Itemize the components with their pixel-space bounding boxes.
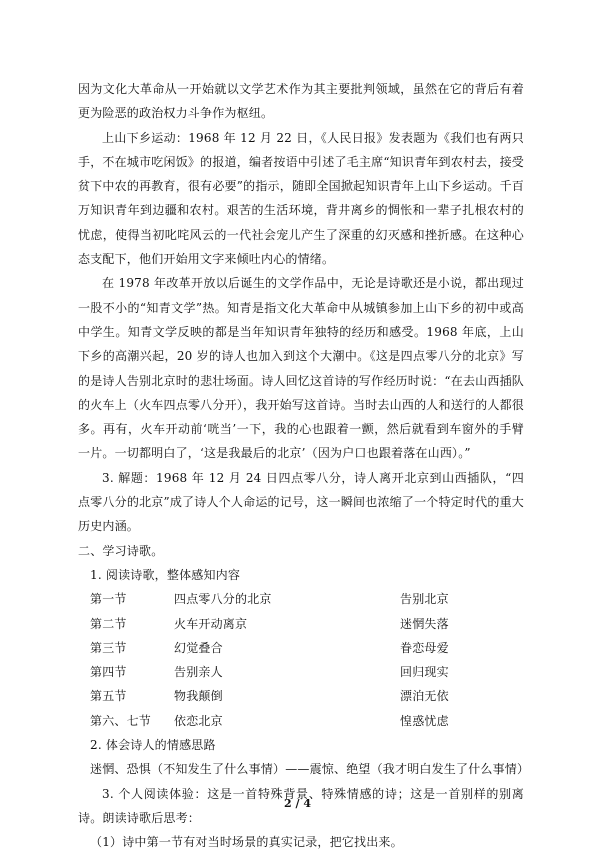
section-emotion: 眷恋母爱	[400, 640, 449, 655]
section-content: 物我颠倒	[174, 689, 223, 704]
step-3-reading-experience: 3. 个人阅读体验：这是一首特殊背景、特殊情感的诗；这是一首别样的别离诗。朗读诗歌后思考：	[78, 786, 524, 825]
page-number: 2 / 4	[284, 797, 311, 810]
document-body	[78, 77, 530, 855]
section-name: 第一节	[90, 592, 127, 607]
step-2-heading: 2. 体会诗人的情感思路	[90, 738, 216, 753]
table-row	[78, 660, 520, 684]
question-1: （1）诗中第一节有对当时场景的真实记录，把它找出来。	[90, 835, 403, 850]
section-name: 第六、七节	[90, 713, 152, 728]
section-emotion: 回归现实	[400, 665, 449, 680]
section-name: 第四节	[90, 665, 127, 680]
section-emotion: 迷惘失落	[400, 616, 449, 631]
table-row	[78, 709, 520, 733]
table-row	[78, 587, 520, 611]
paragraph-rustication-movement: 上山下乡运动：1968 年 12 月 22 日，《人民日报》发表题为《我们也有两只手，不在城市吃闲饭》的报道，编者按语中引述了毛主席“知识青年到农村去，接受贫下中农的再教育，很有必要”的指示，随即全国掀起知识青年上山下乡运动。千百万知识青年到边疆和农村。艰苦的生活环境，背井离乡的惆怅和一辈子扎根农村的忧虑，使得当初叱咤风云的一代社会宠儿产生了深重的幻灭感和挫折感。在这种心态支配下，他们开始用文字来倾吐内心的情绪。	[78, 130, 524, 267]
emotion-path: 迷惘、恐惧（不知发生了什么事情）——震惊、绝望（我才明白发生了什么事情）	[90, 762, 530, 777]
section-name: 第三节	[90, 640, 127, 655]
table-row	[78, 612, 520, 636]
section-content: 火车开动离京	[174, 616, 248, 631]
section-content: 四点零八分的北京	[174, 592, 272, 607]
section-emotion: 告别北京	[400, 592, 449, 607]
section-content: 依恋北京	[174, 713, 223, 728]
section-name: 第二节	[90, 616, 127, 631]
section-name: 第五节	[90, 689, 127, 704]
paragraph-intro-continued: 因为文化大革命从一开始就以文学艺术作为其主要批判领域，虽然在它的背后有着更为险恶的政治权力斗争作为枢纽。	[78, 82, 524, 121]
paragraph-title-explanation: 3. 解题：1968 年 12 月 24 日四点零八分，诗人离开北京到山西插队，“四点零八分的北京”成了诗人个人命运的记号，这一瞬间也浓缩了一个特定时代的重大历史内涵。	[78, 470, 524, 534]
section-emotion: 漂泊无依	[400, 689, 449, 704]
section-emotion: 惶惑忧虑	[400, 713, 449, 728]
step-1-heading: 1. 阅读诗歌，整体感知内容	[90, 567, 241, 582]
paragraph-educated-youth-literature: 在 1978 年改革开放以后诞生的文学作品中，无论是诗歌还是小说，都出现过一股不小的“知青文学”热。知青是指文化大革命中从城镇参加上山下乡的初中或高中学生。知青文学反映的都是当年知识青年独特的经历和感受。1968 年底，上山下乡的高潮兴起，20 岁的诗人也加入到这个大潮中。《这是四点零八分的北京》写的是诗人告别北京时的悲壮场面。诗人回忆这首诗的写作经历时说：“在去山西插队的火车上（火车四点零八分开），我开始写这首诗。当时去山西的人和送行的人都很多。再有，火车开动前‘咣当’一下，我的心也跟着一颤，然后就看到车窗外的手臂一片。一切都明白了，‘这是我最后的北京’（因为户口也跟着落在山西）。”	[78, 276, 524, 461]
poem-sections-table	[78, 587, 520, 733]
section-content: 告别亲人	[174, 665, 223, 680]
table-row	[78, 684, 520, 708]
section-heading: 二、学习诗歌。	[78, 543, 164, 558]
table-row	[78, 636, 520, 660]
section-content: 幻觉叠合	[174, 640, 223, 655]
